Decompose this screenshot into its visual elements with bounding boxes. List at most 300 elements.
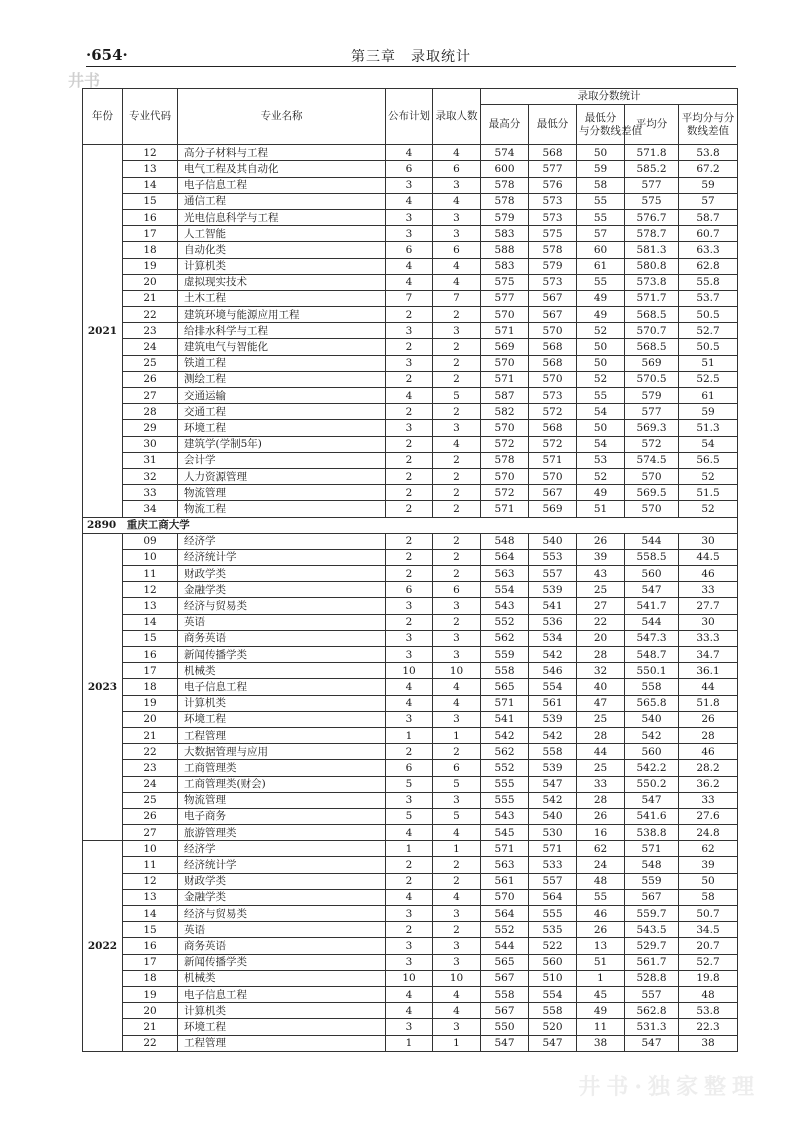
- max-score-cell: 571: [481, 323, 529, 339]
- header-min-diff-sub: 与分数线差值: [579, 124, 642, 137]
- major-name-cell: 电子信息工程: [178, 986, 386, 1002]
- min-score-cell: 520: [529, 1019, 577, 1035]
- avg-score-cell: 541.7: [625, 598, 679, 614]
- plan-cell: 2: [386, 857, 433, 873]
- max-score-cell: 565: [481, 679, 529, 695]
- table-row: [83, 760, 738, 776]
- table-row: [83, 452, 738, 468]
- avg-diff-cell: 50.5: [679, 339, 738, 355]
- table-row: [83, 226, 738, 242]
- min-score-cell: 558: [529, 1003, 577, 1019]
- min-diff-cell: 55: [577, 388, 625, 404]
- table-row: [83, 193, 738, 209]
- avg-diff-cell: 36.1: [679, 663, 738, 679]
- min-diff-cell: 52: [577, 468, 625, 484]
- min-diff-cell: 1: [577, 970, 625, 986]
- max-score-cell: 564: [481, 906, 529, 922]
- avg-score-cell: 560: [625, 744, 679, 760]
- code-cell: 13: [123, 889, 178, 905]
- max-score-cell: 582: [481, 404, 529, 420]
- min-score-cell: 576: [529, 177, 577, 193]
- avg-diff-cell: 53.8: [679, 1003, 738, 1019]
- avg-score-cell: 570.5: [625, 371, 679, 387]
- min-score-cell: 570: [529, 371, 577, 387]
- admitted-cell: 4: [433, 679, 481, 695]
- max-score-cell: 572: [481, 485, 529, 501]
- admitted-cell: 6: [433, 242, 481, 258]
- avg-score-cell: 547: [625, 582, 679, 598]
- admitted-cell: 2: [433, 468, 481, 484]
- table-row: [83, 630, 738, 646]
- avg-score-cell: 547: [625, 1035, 679, 1051]
- avg-diff-cell: 44.5: [679, 549, 738, 565]
- min-diff-cell: 44: [577, 744, 625, 760]
- max-score-cell: 555: [481, 792, 529, 808]
- min-score-cell: 539: [529, 582, 577, 598]
- table-row: [83, 1035, 738, 1051]
- avg-diff-cell: 51.3: [679, 420, 738, 436]
- code-cell: 10: [123, 841, 178, 857]
- major-name-cell: 机械类: [178, 663, 386, 679]
- code-cell: 21: [123, 727, 178, 743]
- major-name-cell: 经济统计学: [178, 857, 386, 873]
- table-row: [83, 274, 738, 290]
- major-name-cell: 交通运输: [178, 388, 386, 404]
- major-name-cell: 机械类: [178, 970, 386, 986]
- table-row: [83, 242, 738, 258]
- admitted-cell: 4: [433, 695, 481, 711]
- avg-diff-cell: 24.8: [679, 825, 738, 841]
- max-score-cell: 550: [481, 1019, 529, 1035]
- major-name-cell: 物流管理: [178, 485, 386, 501]
- plan-cell: 2: [386, 533, 433, 549]
- plan-cell: 3: [386, 226, 433, 242]
- avg-diff-cell: 19.8: [679, 970, 738, 986]
- min-score-cell: 570: [529, 468, 577, 484]
- max-score-cell: 543: [481, 808, 529, 824]
- plan-cell: 4: [386, 986, 433, 1002]
- plan-cell: 4: [386, 695, 433, 711]
- max-score-cell: 578: [481, 177, 529, 193]
- table-row: [83, 371, 738, 387]
- code-cell: 11: [123, 566, 178, 582]
- plan-cell: 2: [386, 873, 433, 889]
- min-score-cell: 570: [529, 323, 577, 339]
- table-row: [83, 614, 738, 630]
- avg-diff-cell: 57: [679, 193, 738, 209]
- avg-score-cell: 577: [625, 177, 679, 193]
- avg-score-cell: 565.8: [625, 695, 679, 711]
- admitted-cell: 4: [433, 1003, 481, 1019]
- min-diff-cell: 55: [577, 193, 625, 209]
- code-cell: 12: [123, 873, 178, 889]
- max-score-cell: 578: [481, 193, 529, 209]
- year-cell: 2023: [83, 533, 123, 841]
- table-row: [83, 938, 738, 954]
- table-row: [83, 339, 738, 355]
- avg-diff-cell: 58.7: [679, 209, 738, 225]
- avg-diff-cell: 44: [679, 679, 738, 695]
- plan-cell: 4: [386, 825, 433, 841]
- min-diff-cell: 60: [577, 242, 625, 258]
- table-row: [83, 566, 738, 582]
- max-score-cell: 600: [481, 161, 529, 177]
- min-diff-cell: 28: [577, 792, 625, 808]
- min-diff-cell: 25: [577, 760, 625, 776]
- plan-cell: 4: [386, 258, 433, 274]
- major-name-cell: 经济统计学: [178, 549, 386, 565]
- plan-cell: 3: [386, 792, 433, 808]
- major-name-cell: 计算机类: [178, 1003, 386, 1019]
- major-name-cell: 电子商务: [178, 808, 386, 824]
- avg-diff-cell: 62.8: [679, 258, 738, 274]
- plan-cell: 1: [386, 841, 433, 857]
- avg-diff-cell: 34.5: [679, 922, 738, 938]
- code-cell: 11: [123, 857, 178, 873]
- header-avg-diff: 平均分与分数线差值: [679, 105, 738, 145]
- admitted-cell: 4: [433, 889, 481, 905]
- admitted-cell: 5: [433, 776, 481, 792]
- code-cell: 24: [123, 776, 178, 792]
- table-row: [83, 582, 738, 598]
- min-score-cell: 534: [529, 630, 577, 646]
- min-score-cell: 567: [529, 290, 577, 306]
- code-cell: 22: [123, 307, 178, 323]
- max-score-cell: 555: [481, 776, 529, 792]
- min-diff-cell: 28: [577, 647, 625, 663]
- avg-score-cell: 571.7: [625, 290, 679, 306]
- admitted-cell: 6: [433, 161, 481, 177]
- max-score-cell: 562: [481, 744, 529, 760]
- page-header: [86, 42, 736, 67]
- avg-diff-cell: 28: [679, 727, 738, 743]
- min-diff-cell: 49: [577, 307, 625, 323]
- plan-cell: 3: [386, 647, 433, 663]
- plan-cell: 3: [386, 323, 433, 339]
- admitted-cell: 2: [433, 873, 481, 889]
- table-row: [83, 873, 738, 889]
- min-score-cell: 560: [529, 954, 577, 970]
- min-diff-cell: 49: [577, 485, 625, 501]
- avg-score-cell: 528.8: [625, 970, 679, 986]
- avg-score-cell: 550.2: [625, 776, 679, 792]
- code-cell: 34: [123, 501, 178, 517]
- admitted-cell: 5: [433, 808, 481, 824]
- avg-score-cell: 576.7: [625, 209, 679, 225]
- table-row: [83, 663, 738, 679]
- admitted-cell: 2: [433, 533, 481, 549]
- max-score-cell: 587: [481, 388, 529, 404]
- avg-score-cell: 577: [625, 404, 679, 420]
- min-diff-cell: 50: [577, 145, 625, 161]
- min-diff-cell: 24: [577, 857, 625, 873]
- header-score-group: 录取分数统计: [481, 89, 738, 105]
- plan-cell: 1: [386, 1035, 433, 1051]
- min-diff-cell: 55: [577, 274, 625, 290]
- school-name: 2890 重庆工商大学: [83, 517, 738, 533]
- avg-score-cell: 569.5: [625, 485, 679, 501]
- min-diff-cell: 53: [577, 452, 625, 468]
- min-diff-cell: 54: [577, 404, 625, 420]
- admitted-cell: 2: [433, 452, 481, 468]
- code-cell: 23: [123, 760, 178, 776]
- publisher-logo: 井书: [68, 71, 101, 90]
- max-score-cell: 579: [481, 209, 529, 225]
- avg-diff-cell: 50.7: [679, 906, 738, 922]
- major-name-cell: 自动化类: [178, 242, 386, 258]
- avg-score-cell: 544: [625, 614, 679, 630]
- min-score-cell: 530: [529, 825, 577, 841]
- code-cell: 20: [123, 711, 178, 727]
- major-name-cell: 虚拟现实技术: [178, 274, 386, 290]
- max-score-cell: 578: [481, 452, 529, 468]
- max-score-cell: 558: [481, 663, 529, 679]
- major-name-cell: 大数据管理与应用: [178, 744, 386, 760]
- plan-cell: 4: [386, 193, 433, 209]
- min-diff-cell: 26: [577, 922, 625, 938]
- admitted-cell: 2: [433, 922, 481, 938]
- max-score-cell: 562: [481, 630, 529, 646]
- page-number: ·654·: [86, 46, 128, 64]
- plan-cell: 10: [386, 970, 433, 986]
- min-diff-cell: 20: [577, 630, 625, 646]
- major-name-cell: 会计学: [178, 452, 386, 468]
- major-name-cell: 工商管理类(财会): [178, 776, 386, 792]
- max-score-cell: 570: [481, 468, 529, 484]
- admitted-cell: 2: [433, 355, 481, 371]
- max-score-cell: 571: [481, 371, 529, 387]
- avg-score-cell: 580.8: [625, 258, 679, 274]
- avg-diff-cell: 53.7: [679, 290, 738, 306]
- avg-diff-cell: 27.7: [679, 598, 738, 614]
- avg-score-cell: 561.7: [625, 954, 679, 970]
- plan-cell: 10: [386, 663, 433, 679]
- plan-cell: 3: [386, 598, 433, 614]
- max-score-cell: 563: [481, 566, 529, 582]
- min-diff-cell: 40: [577, 679, 625, 695]
- min-score-cell: 572: [529, 404, 577, 420]
- major-name-cell: 英语: [178, 614, 386, 630]
- max-score-cell: 559: [481, 647, 529, 663]
- avg-score-cell: 557: [625, 986, 679, 1002]
- table-row: [83, 954, 738, 970]
- table-row: [83, 420, 738, 436]
- plan-cell: 4: [386, 889, 433, 905]
- major-name-cell: 电子信息工程: [178, 177, 386, 193]
- code-cell: 27: [123, 388, 178, 404]
- avg-diff-cell: 59: [679, 177, 738, 193]
- major-name-cell: 人力资源管理: [178, 468, 386, 484]
- plan-cell: 2: [386, 339, 433, 355]
- code-cell: 09: [123, 533, 178, 549]
- avg-diff-cell: 55.8: [679, 274, 738, 290]
- header-plan: 公布计划: [386, 89, 433, 145]
- major-name-cell: 物流工程: [178, 501, 386, 517]
- admitted-cell: 1: [433, 1035, 481, 1051]
- major-name-cell: 商务英语: [178, 630, 386, 646]
- plan-cell: 4: [386, 388, 433, 404]
- avg-score-cell: 568.5: [625, 339, 679, 355]
- avg-diff-cell: 56.5: [679, 452, 738, 468]
- min-diff-cell: 50: [577, 420, 625, 436]
- table-row: [83, 841, 738, 857]
- min-diff-cell: 59: [577, 161, 625, 177]
- admitted-cell: 4: [433, 274, 481, 290]
- major-name-cell: 金融学类: [178, 889, 386, 905]
- avg-diff-cell: 48: [679, 986, 738, 1002]
- min-score-cell: 573: [529, 388, 577, 404]
- min-score-cell: 536: [529, 614, 577, 630]
- max-score-cell: 570: [481, 307, 529, 323]
- min-diff-cell: 52: [577, 323, 625, 339]
- min-score-cell: 540: [529, 533, 577, 549]
- table-row: [83, 177, 738, 193]
- min-score-cell: 540: [529, 808, 577, 824]
- min-score-cell: 568: [529, 145, 577, 161]
- table-row: [83, 808, 738, 824]
- avg-score-cell: 572: [625, 436, 679, 452]
- min-score-cell: 578: [529, 242, 577, 258]
- major-name-cell: 铁道工程: [178, 355, 386, 371]
- min-diff-cell: 58: [577, 177, 625, 193]
- plan-cell: 3: [386, 209, 433, 225]
- min-score-cell: 573: [529, 193, 577, 209]
- admitted-cell: 2: [433, 744, 481, 760]
- table-row: [83, 388, 738, 404]
- table-row: [83, 404, 738, 420]
- major-name-cell: 电子信息工程: [178, 679, 386, 695]
- table-row: [83, 986, 738, 1002]
- avg-score-cell: 544: [625, 533, 679, 549]
- max-score-cell: 554: [481, 582, 529, 598]
- avg-diff-cell: 20.7: [679, 938, 738, 954]
- code-cell: 19: [123, 258, 178, 274]
- min-score-cell: 542: [529, 792, 577, 808]
- table-row: [83, 1003, 738, 1019]
- min-score-cell: 533: [529, 857, 577, 873]
- min-score-cell: 569: [529, 501, 577, 517]
- code-cell: 15: [123, 193, 178, 209]
- table-row: [83, 501, 738, 517]
- table-row: [83, 889, 738, 905]
- code-cell: 28: [123, 404, 178, 420]
- avg-score-cell: 581.3: [625, 242, 679, 258]
- avg-diff-cell: 52.7: [679, 323, 738, 339]
- avg-score-cell: 571.8: [625, 145, 679, 161]
- avg-score-cell: 542.2: [625, 760, 679, 776]
- code-cell: 17: [123, 226, 178, 242]
- avg-diff-cell: 58: [679, 889, 738, 905]
- code-cell: 16: [123, 209, 178, 225]
- min-diff-cell: 51: [577, 954, 625, 970]
- avg-score-cell: 550.1: [625, 663, 679, 679]
- min-score-cell: 579: [529, 258, 577, 274]
- avg-diff-cell: 60.7: [679, 226, 738, 242]
- code-cell: 17: [123, 954, 178, 970]
- plan-cell: 3: [386, 906, 433, 922]
- min-diff-cell: 25: [577, 582, 625, 598]
- code-cell: 14: [123, 614, 178, 630]
- code-cell: 12: [123, 582, 178, 598]
- table-row: [83, 679, 738, 695]
- admitted-cell: 2: [433, 485, 481, 501]
- code-cell: 19: [123, 986, 178, 1002]
- min-diff-cell: 33: [577, 776, 625, 792]
- code-cell: 16: [123, 938, 178, 954]
- max-score-cell: 569: [481, 339, 529, 355]
- plan-cell: 6: [386, 161, 433, 177]
- major-name-cell: 工商管理类: [178, 760, 386, 776]
- plan-cell: 4: [386, 679, 433, 695]
- major-name-cell: 经济学: [178, 841, 386, 857]
- table-row: [83, 307, 738, 323]
- min-score-cell: 557: [529, 873, 577, 889]
- code-cell: 26: [123, 808, 178, 824]
- min-score-cell: 542: [529, 647, 577, 663]
- plan-cell: 2: [386, 485, 433, 501]
- admitted-cell: 4: [433, 145, 481, 161]
- code-cell: 21: [123, 1019, 178, 1035]
- avg-diff-cell: 52.7: [679, 954, 738, 970]
- min-score-cell: 573: [529, 209, 577, 225]
- admitted-cell: 3: [433, 598, 481, 614]
- avg-score-cell: 569.3: [625, 420, 679, 436]
- admitted-cell: 2: [433, 549, 481, 565]
- min-score-cell: 571: [529, 841, 577, 857]
- avg-diff-cell: 67.2: [679, 161, 738, 177]
- admitted-cell: 4: [433, 986, 481, 1002]
- school-row: [83, 517, 738, 533]
- min-diff-cell: 61: [577, 258, 625, 274]
- min-score-cell: 546: [529, 663, 577, 679]
- max-score-cell: 543: [481, 598, 529, 614]
- min-score-cell: 568: [529, 420, 577, 436]
- min-diff-cell: 13: [577, 938, 625, 954]
- code-cell: 20: [123, 274, 178, 290]
- plan-cell: 2: [386, 614, 433, 630]
- min-diff-cell: 45: [577, 986, 625, 1002]
- avg-score-cell: 531.3: [625, 1019, 679, 1035]
- code-cell: 22: [123, 744, 178, 760]
- watermark: 井书·独家整理: [578, 1074, 760, 1100]
- code-cell: 15: [123, 630, 178, 646]
- avg-diff-cell: 27.6: [679, 808, 738, 824]
- major-name-cell: 建筑学(学制5年): [178, 436, 386, 452]
- major-name-cell: 通信工程: [178, 193, 386, 209]
- min-diff-cell: 55: [577, 209, 625, 225]
- major-name-cell: 财政学类: [178, 873, 386, 889]
- admitted-cell: 2: [433, 501, 481, 517]
- avg-score-cell: 541.6: [625, 808, 679, 824]
- admitted-cell: 4: [433, 825, 481, 841]
- code-cell: 18: [123, 242, 178, 258]
- code-cell: 14: [123, 177, 178, 193]
- admitted-cell: 7: [433, 290, 481, 306]
- major-name-cell: 工程管理: [178, 1035, 386, 1051]
- avg-score-cell: 573.8: [625, 274, 679, 290]
- avg-score-cell: 548.7: [625, 647, 679, 663]
- admitted-cell: 1: [433, 727, 481, 743]
- table-row: [83, 485, 738, 501]
- major-name-cell: 新闻传播学类: [178, 647, 386, 663]
- table-row: [83, 323, 738, 339]
- avg-diff-cell: 54: [679, 436, 738, 452]
- min-score-cell: 571: [529, 452, 577, 468]
- code-cell: 30: [123, 436, 178, 452]
- avg-score-cell: 568.5: [625, 307, 679, 323]
- avg-score-cell: 543.5: [625, 922, 679, 938]
- min-diff-cell: 49: [577, 290, 625, 306]
